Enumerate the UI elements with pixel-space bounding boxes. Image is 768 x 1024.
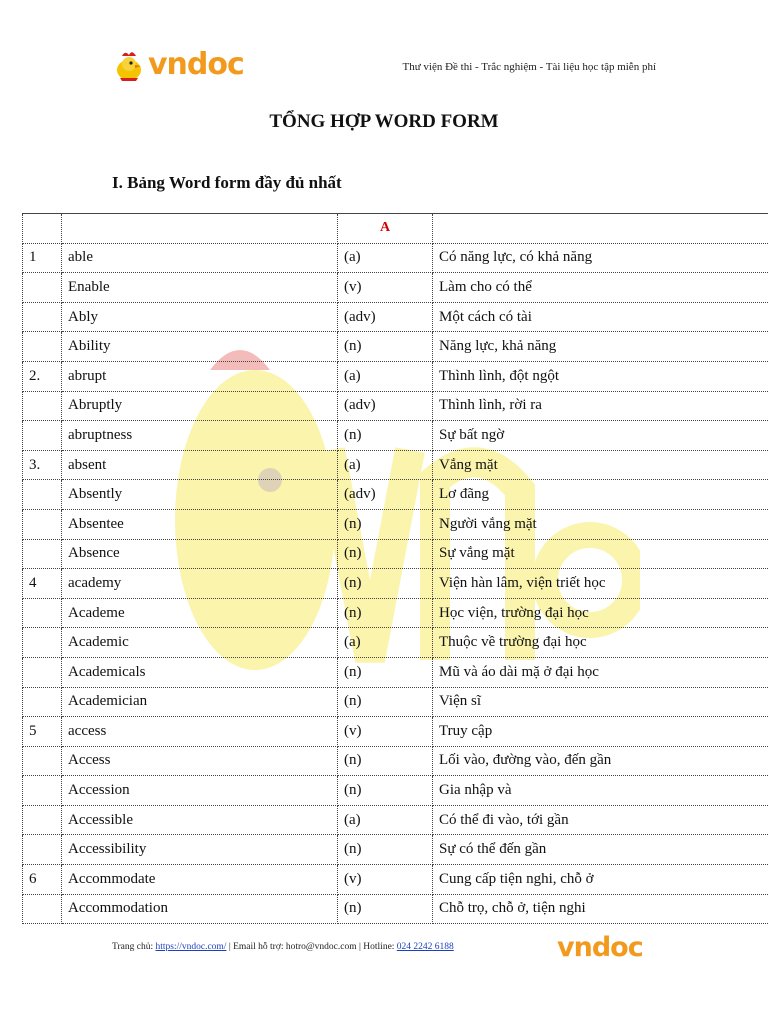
- row-number: [23, 302, 62, 332]
- meaning-cell: Truy cập: [433, 717, 768, 747]
- table-row: [23, 894, 768, 924]
- table-row: [23, 717, 768, 747]
- word-cell: Ably: [62, 302, 338, 332]
- table-row: [23, 450, 768, 480]
- meaning-cell: Vắng mặt: [433, 450, 768, 480]
- table-cell: [23, 214, 62, 244]
- part-of-speech-cell: (n): [338, 598, 433, 628]
- row-number: [23, 687, 62, 717]
- letter-heading: A: [338, 214, 433, 244]
- table-row: [23, 569, 768, 599]
- word-cell: access: [62, 717, 338, 747]
- table-cell: [433, 214, 768, 244]
- table-row: [23, 361, 768, 391]
- word-cell: Access: [62, 746, 338, 776]
- table-row: [23, 657, 768, 687]
- meaning-cell: Sự vắng mặt: [433, 539, 768, 569]
- table-cell: [62, 214, 338, 244]
- header-tagline: Thư viện Đề thi - Trắc nghiệm - Tài liệu học tập miễn phí: [402, 61, 656, 73]
- part-of-speech-cell: (a): [338, 450, 433, 480]
- part-of-speech-cell: (n): [338, 569, 433, 599]
- part-of-speech-cell: (n): [338, 687, 433, 717]
- table-row: [23, 835, 768, 865]
- table-row: [23, 243, 768, 273]
- meaning-cell: Thình lình, đột ngột: [433, 361, 768, 391]
- row-number: [23, 835, 62, 865]
- meaning-cell: Năng lực, khả năng: [433, 332, 768, 362]
- word-cell: Absence: [62, 539, 338, 569]
- word-cell: academy: [62, 569, 338, 599]
- row-number: 4: [23, 569, 62, 599]
- table-row: [23, 865, 768, 895]
- table-row: [23, 421, 768, 451]
- meaning-cell: Chỗ trọ, chỗ ở, tiện nghi: [433, 894, 768, 924]
- row-number: [23, 598, 62, 628]
- footer-contact: [112, 942, 454, 952]
- word-cell: Ability: [62, 332, 338, 362]
- table-row: [23, 776, 768, 806]
- word-cell: Accession: [62, 776, 338, 806]
- row-number: 1: [23, 243, 62, 273]
- word-cell: Academe: [62, 598, 338, 628]
- section-heading: I. Bảng Word form đầy đủ nhất: [112, 173, 342, 192]
- footer-hotline-link[interactable]: 024 2242 6188: [396, 942, 454, 952]
- row-number: [23, 391, 62, 421]
- meaning-cell: Học viện, trường đại học: [433, 598, 768, 628]
- word-cell: abrupt: [62, 361, 338, 391]
- row-number: [23, 628, 62, 658]
- meaning-cell: Lối vào, đường vào, đến gần: [433, 746, 768, 776]
- word-cell: abruptness: [62, 421, 338, 451]
- table-row: [23, 687, 768, 717]
- word-cell: Accessible: [62, 805, 338, 835]
- meaning-cell: Gia nhập và: [433, 776, 768, 806]
- row-number: [23, 421, 62, 451]
- table-row: [23, 539, 768, 569]
- meaning-cell: Lơ đãng: [433, 480, 768, 510]
- part-of-speech-cell: (n): [338, 657, 433, 687]
- row-number: [23, 746, 62, 776]
- part-of-speech-cell: (n): [338, 332, 433, 362]
- table-row: [23, 480, 768, 510]
- rooster-mascot-icon: [112, 48, 146, 82]
- meaning-cell: Sự có thể đến gần: [433, 835, 768, 865]
- part-of-speech-cell: (n): [338, 894, 433, 924]
- word-cell: Accessibility: [62, 835, 338, 865]
- part-of-speech-cell: (n): [338, 746, 433, 776]
- part-of-speech-cell: (v): [338, 273, 433, 303]
- part-of-speech-cell: (n): [338, 509, 433, 539]
- part-of-speech-cell: (a): [338, 805, 433, 835]
- row-number: 6: [23, 865, 62, 895]
- table-row: [23, 273, 768, 303]
- word-cell: absent: [62, 450, 338, 480]
- meaning-cell: Viện hàn lâm, viện triết học: [433, 569, 768, 599]
- document-title: TỔNG HỢP WORD FORM: [269, 111, 499, 132]
- logo-text: vndoc: [148, 47, 244, 82]
- row-number: [23, 539, 62, 569]
- meaning-cell: Mũ và áo dài mặ ở đại học: [433, 657, 768, 687]
- word-cell: Absentee: [62, 509, 338, 539]
- row-number: [23, 332, 62, 362]
- row-number: [23, 894, 62, 924]
- meaning-cell: Làm cho có thể: [433, 273, 768, 303]
- part-of-speech-cell: (adv): [338, 302, 433, 332]
- page-header: [0, 0, 768, 100]
- meaning-cell: Cung cấp tiện nghi, chỗ ở: [433, 865, 768, 895]
- footer-home-label: Trang chủ:: [112, 942, 154, 952]
- part-of-speech-cell: (a): [338, 628, 433, 658]
- vndoc-logo[interactable]: [112, 48, 244, 82]
- row-number: 5: [23, 717, 62, 747]
- meaning-cell: Viện sĩ: [433, 687, 768, 717]
- letter-header-row: [23, 214, 768, 244]
- meaning-cell: Người vắng mặt: [433, 509, 768, 539]
- part-of-speech-cell: (a): [338, 243, 433, 273]
- word-cell: able: [62, 243, 338, 273]
- table-row: [23, 302, 768, 332]
- row-number: [23, 805, 62, 835]
- part-of-speech-cell: (adv): [338, 480, 433, 510]
- word-cell: Abruptly: [62, 391, 338, 421]
- word-cell: Academic: [62, 628, 338, 658]
- word-cell: Academician: [62, 687, 338, 717]
- word-form-table: [22, 213, 768, 924]
- table-row: [23, 332, 768, 362]
- table-row: [23, 391, 768, 421]
- part-of-speech-cell: (n): [338, 776, 433, 806]
- part-of-speech-cell: (n): [338, 421, 433, 451]
- meaning-cell: Thuộc về trường đại học: [433, 628, 768, 658]
- row-number: 3.: [23, 450, 62, 480]
- part-of-speech-cell: (adv): [338, 391, 433, 421]
- meaning-cell: Có năng lực, có khả năng: [433, 243, 768, 273]
- row-number: [23, 273, 62, 303]
- word-cell: Enable: [62, 273, 338, 303]
- row-number: 2.: [23, 361, 62, 391]
- word-cell: Absently: [62, 480, 338, 510]
- meaning-cell: Có thể đi vào, tới gần: [433, 805, 768, 835]
- meaning-cell: Thình lình, rời ra: [433, 391, 768, 421]
- table-row: [23, 598, 768, 628]
- footer-home-link[interactable]: https://vndoc.com/: [155, 942, 227, 952]
- table-row: [23, 509, 768, 539]
- page-footer: [0, 930, 768, 990]
- footer-logo[interactable]: vndoc: [557, 932, 643, 963]
- row-number: [23, 480, 62, 510]
- meaning-cell: Một cách có tài: [433, 302, 768, 332]
- row-number: [23, 776, 62, 806]
- part-of-speech-cell: (v): [338, 717, 433, 747]
- word-cell: Accommodation: [62, 894, 338, 924]
- row-number: [23, 657, 62, 687]
- table-row: [23, 805, 768, 835]
- word-cell: Academicals: [62, 657, 338, 687]
- row-number: [23, 509, 62, 539]
- meaning-cell: Sự bất ngờ: [433, 421, 768, 451]
- table-row: [23, 746, 768, 776]
- table-row: [23, 628, 768, 658]
- footer-email-label: | Email hỗ trợ: hotro@vndoc.com | Hotline:: [228, 942, 395, 952]
- part-of-speech-cell: (v): [338, 865, 433, 895]
- part-of-speech-cell: (a): [338, 361, 433, 391]
- part-of-speech-cell: (n): [338, 835, 433, 865]
- part-of-speech-cell: (n): [338, 539, 433, 569]
- word-cell: Accommodate: [62, 865, 338, 895]
